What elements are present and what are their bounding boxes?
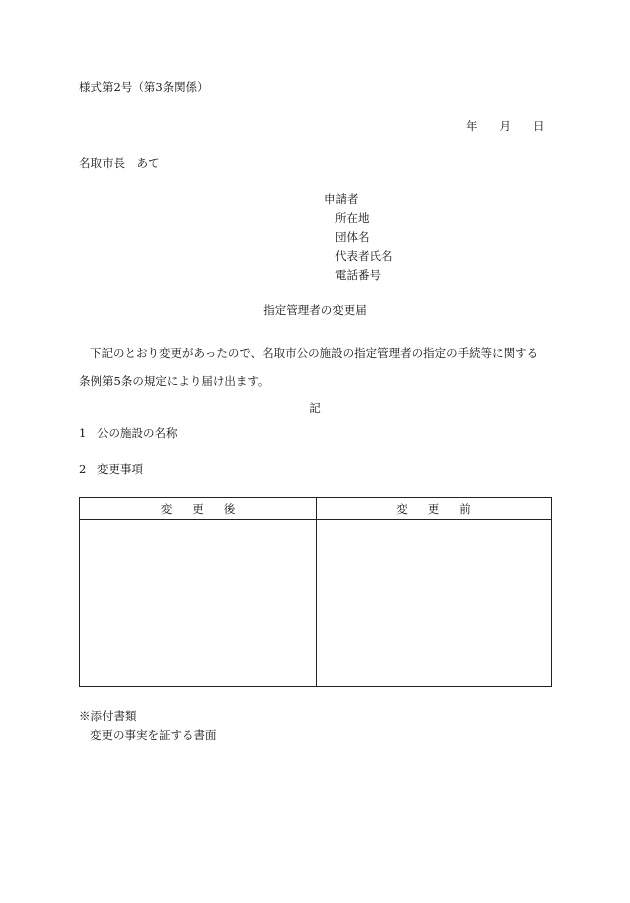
item-number: 2 [79, 462, 87, 476]
applicant-representative-label: 代表者氏名 [335, 249, 393, 263]
applicant-address-label: 所在地 [335, 211, 370, 225]
applicant-heading: 申請者 [324, 192, 359, 206]
document-title: 指定管理者の変更届 [263, 303, 367, 317]
date-day-label: 日 [533, 119, 545, 133]
body-text-line-2: 条例第5条の規定により届け出ます。 [79, 374, 270, 388]
applicant-block [324, 194, 393, 289]
date-line [466, 121, 545, 133]
attachments-item: 変更の事実を証する書面 [90, 728, 217, 742]
item-number: 1 [79, 426, 87, 440]
date-year-label: 年 [466, 119, 478, 133]
after-column-header: 変更後 [80, 498, 316, 520]
date-month-label: 月 [499, 119, 511, 133]
attachments-heading: ※添付書類 [79, 709, 137, 723]
change-table [79, 497, 552, 687]
item-change-details [79, 464, 143, 476]
applicant-org-name-label: 団体名 [335, 230, 370, 244]
ki-heading: 記 [309, 401, 321, 415]
form-number: 様式第2号（第3条関係） [79, 80, 209, 94]
item-facility-name [79, 428, 178, 440]
before-column-header: 変更前 [316, 498, 551, 520]
before-column [316, 498, 551, 686]
item-label: 変更事項 [97, 462, 143, 476]
after-column [80, 498, 317, 686]
addressee: 名取市長 あて [79, 156, 160, 170]
item-label: 公の施設の名称 [97, 426, 178, 440]
applicant-phone-label: 電話番号 [335, 268, 381, 282]
body-text-line-1: 下記のとおり変更があったので、名取市公の施設の指定管理者の指定の手続等に関する [90, 346, 539, 360]
